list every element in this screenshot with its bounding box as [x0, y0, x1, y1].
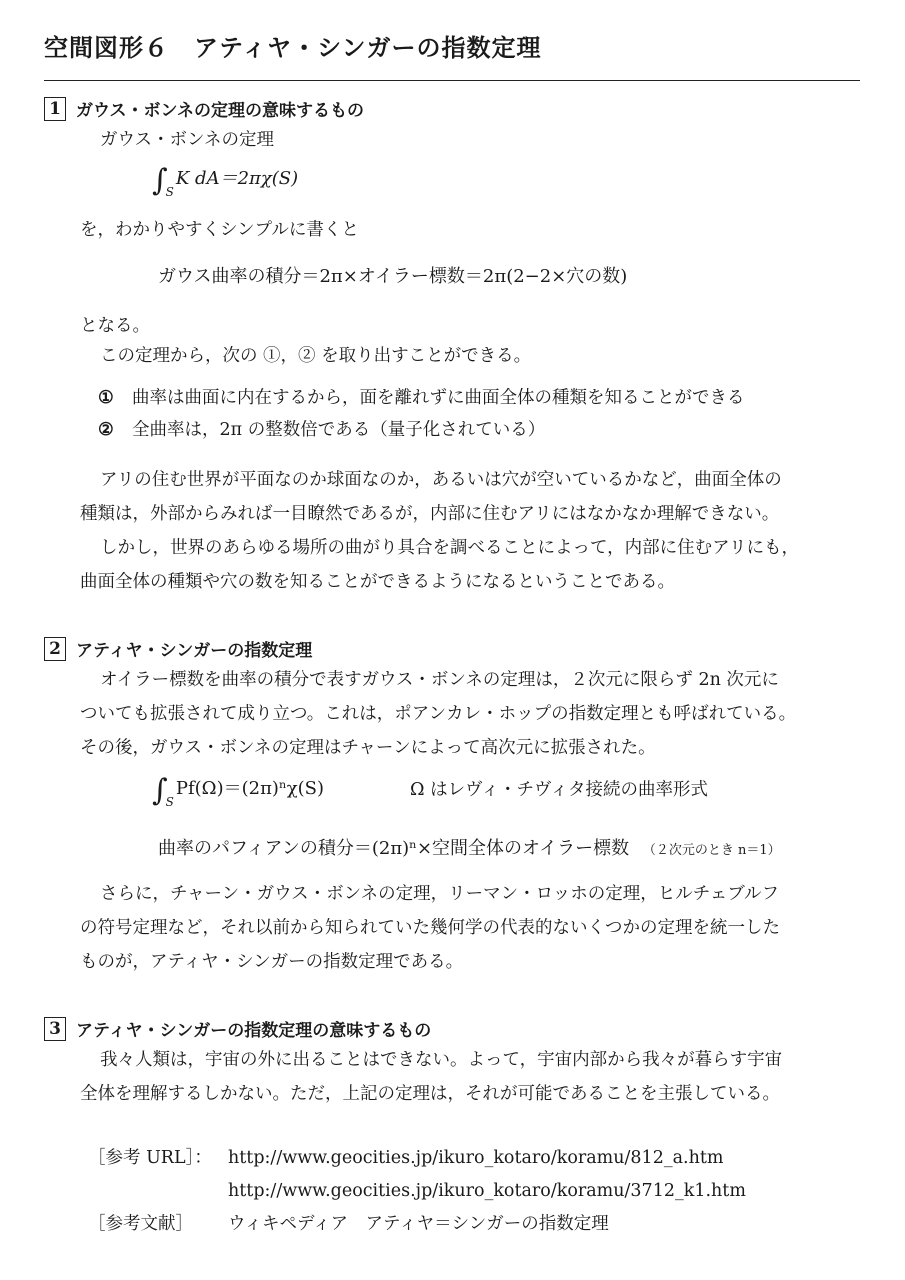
paragraph-line: この定理から，次の ①，② を取り出すことができる。: [100, 346, 532, 366]
integral-subscript: S: [165, 185, 174, 199]
formula-note: （２次元のとき n＝1）: [642, 843, 781, 858]
paragraph-line: アリの住む世界が平面なのか球面なのか，あるいは穴が空いているかなど，曲面全体の: [100, 470, 782, 490]
gauss-bonnet-formula: [152, 164, 298, 199]
section-2-heading: [44, 636, 312, 661]
section-title: アティヤ・シンガーの指数定理の意味するもの: [76, 1021, 432, 1041]
title-divider: [44, 80, 860, 81]
paragraph-line: 曲面全体の種類や穴の数を知ることができるようになるということである。: [80, 572, 675, 592]
section-title: アティヤ・シンガーの指数定理: [76, 641, 313, 661]
section-3-heading: [44, 1016, 431, 1041]
paragraph-line: さらに，チャーン・ガウス・ボンネの定理，リーマン・ロッホの定理，ヒルチェブルフ: [100, 884, 779, 904]
paragraph-line: ついても拡張されて成り立つ。これは，ポアンカレ・ホップの指数定理とも呼ばれている。: [80, 704, 797, 724]
formula-note: Ω はレヴィ・チヴィタ接続の曲率形式: [410, 780, 708, 800]
integral-symbol: ∫: [152, 773, 168, 808]
chern-formula: [152, 774, 324, 809]
paragraph-line: 種類は，外部からみれば一目瞭然であるが，内部に住むアリにはなかなか理解できない。: [80, 504, 780, 524]
reference-url[interactable]: http://www.geocities.jp/ikuro_kotaro/koramu/812_a.htm: [228, 1148, 724, 1168]
paragraph-line: オイラー標数を曲率の積分で表すガウス・ボンネの定理は，２次元に限らず 2n 次元に: [100, 670, 779, 690]
formula-body: 曲率のパフィアンの積分＝(2π)ⁿ×空間全体のオイラー標数: [158, 838, 630, 859]
integral-subscript: S: [165, 795, 174, 809]
pfaffian-formula: [158, 834, 781, 860]
section-title: ガウス・ボンネの定理の意味するもの: [76, 101, 364, 121]
point-mark: ①: [98, 388, 114, 408]
paragraph-line: しかし，世界のあらゆる場所の曲がり具合を調べることによって，内部に住むアリにも，: [100, 538, 799, 558]
paragraph-line: を，わかりやすくシンプルに書くと: [80, 220, 359, 240]
section-1-heading: [44, 96, 364, 121]
point-text: 曲率は曲面に内在するから，面を離れずに曲面全体の種類を知ることができる: [132, 388, 745, 408]
paragraph-line: となる。: [80, 316, 150, 336]
simple-formula: ガウス曲率の積分＝2π×オイラー標数＝2π(2−2×穴の数): [158, 266, 628, 287]
theorem-intro: ガウス・ボンネの定理: [100, 130, 274, 150]
reference-doc-text: ウィキペディア アティヤ＝シンガーの指数定理: [228, 1214, 609, 1234]
integral-symbol: ∫: [152, 163, 168, 198]
page-title: 空間図形６ アティヤ・シンガーの指数定理: [44, 34, 542, 62]
reference-url[interactable]: http://www.geocities.jp/ikuro_kotaro/koramu/3712_k1.htm: [228, 1181, 746, 1201]
point-item: [98, 414, 545, 447]
paragraph-line: の符号定理など，それ以前から知られていた幾何学の代表的ないくつかの定理を統一した: [80, 918, 780, 938]
section-number: 1: [44, 97, 66, 121]
paragraph-line: 全体を理解するしかない。ただ，上記の定理は，それが可能であることを主張している。: [80, 1084, 780, 1104]
formula-body: K dA＝2πχ(S): [175, 168, 299, 189]
reference-doc-label: ［参考文献］: [88, 1214, 193, 1234]
section-number: 3: [44, 1017, 66, 1041]
formula-body: Pf(Ω)＝(2π)ⁿχ(S): [175, 778, 325, 799]
section-number: 2: [44, 637, 66, 661]
paragraph-line: ものが，アティヤ・シンガーの指数定理である。: [80, 952, 464, 972]
paragraph-line: その後，ガウス・ボンネの定理はチャーンによって高次元に拡張された。: [80, 738, 656, 758]
point-mark: ②: [98, 420, 114, 440]
point-text: 全曲率は，2π の整数倍である（量子化されている）: [132, 420, 546, 440]
paragraph-line: 我々人類は，宇宙の外に出ることはできない。よって，宇宙内部から我々が暮らす宇宙: [100, 1050, 783, 1070]
point-item: [98, 382, 745, 415]
reference-url-label: ［参考 URL］：: [88, 1148, 212, 1168]
